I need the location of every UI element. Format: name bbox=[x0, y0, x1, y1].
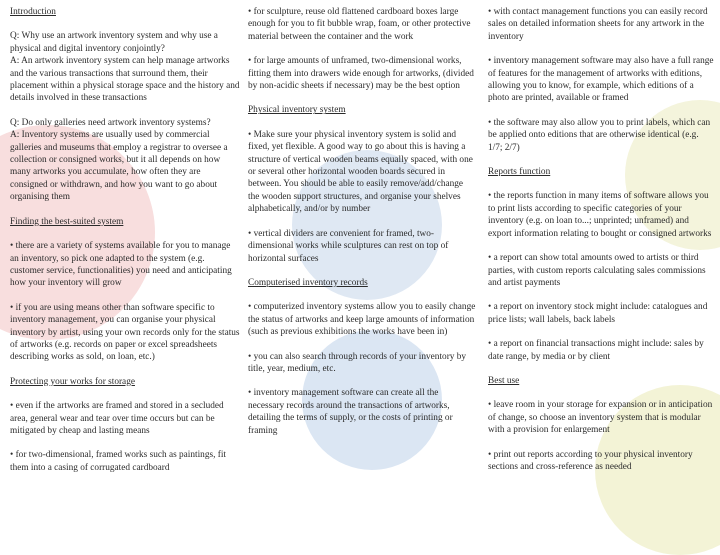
computerised-paragraph-3: • inventory management software can create all the necessary records around the transactions of artworks, detailing the terms of supply, or the costs of printing or framing bbox=[248, 388, 453, 436]
column-middle bbox=[248, 6, 476, 449]
print-labels-paragraph: • the software may also allow you to print labels, which can be applied onto editions that are otherwise identical (e.g. 1/7; 2/7) bbox=[488, 117, 711, 153]
best-use-paragraph-2: • print out reports according to your physical inventory sections and cross-reference as needed bbox=[488, 449, 693, 472]
answer-why-use: A: An artwork inventory system can help manage artworks and the various transactions that surround them, their placement within a physical storage space and the history and details involved in these transactions bbox=[10, 56, 240, 104]
reports-paragraph-4: • a report on financial transactions might include: sales by date range, by media or by client bbox=[488, 339, 704, 362]
qa-only-galleries bbox=[10, 117, 240, 204]
computerised-paragraph-2: • you can also search through records of your inventory by title, year, medium, etc. bbox=[248, 351, 467, 374]
question-why-use: Q: Why use an artwork inventory system and why use a physical and digital inventory conjointly? bbox=[10, 31, 218, 54]
column-right bbox=[488, 6, 714, 485]
physical-paragraph-1: • Make sure your physical inventory system is solid and fixed, yet flexible. A good way to go about this is having a structure of vertical wooden beams equally spaced, with one or several other horizontal wooden boards secured in between. You should be able to easily remove/add/change the wooden support structures, and organise your shelves alphabetically, and/or by number bbox=[248, 129, 473, 215]
answer-only-galleries: A: Inventory systems are usually used by commercial galleries and museums that employ a registrar to oversee a collection or consigned works, but it all depends on how many artworks you accumulate, how often they are consigned or withdrawn, and how you want to go about organising them bbox=[10, 130, 228, 203]
unframed-works-paragraph: • for large amounts of unframed, two-dimensional works, fitting them into drawers wide enough for artworks, (divided by non-acidic sheets if necessary) may be the best option bbox=[248, 56, 474, 92]
reports-paragraph-3: • a report on inventory stock might include: catalogues and price lists; wall labels, back labels bbox=[488, 302, 708, 325]
computerised-paragraph-1: • computerized inventory systems allow you to easily change the status of artworks and keep large amounts of information (such as previous exhibitions the works have been in) bbox=[248, 302, 476, 338]
sculpture-storage-paragraph: • for sculpture, reuse old flattened cardboard boxes large enough for you to fit bubble wrap, foam, or other protective material between the container and the work bbox=[248, 7, 471, 42]
introduction-heading: Introduction bbox=[10, 7, 56, 17]
best-use-paragraph-1: • leave room in your storage for expansion or in anticipation of change, so choose an inventory system that is modular with a provision for enlargement bbox=[488, 400, 713, 436]
computerised-records-heading: Computerised inventory records bbox=[248, 277, 368, 288]
reports-function-heading: Reports function bbox=[488, 167, 551, 178]
editions-paragraph: • inventory management software may also have a full range of features for the management of artworks with editions, allowing you to know, for example, which editions of a photo are printed, available or framed bbox=[488, 56, 714, 104]
protecting-works-heading: Protecting your works for storage bbox=[10, 376, 135, 387]
finding-system-heading: Finding the best-suited system bbox=[10, 216, 124, 227]
contact-management-paragraph: • with contact management functions you can easily record sales on detailed information sheets for any artwork in the inventory bbox=[488, 7, 708, 42]
best-use-heading: Best use bbox=[488, 375, 520, 386]
column-left bbox=[10, 6, 240, 486]
physical-inventory-heading: Physical inventory system bbox=[248, 105, 346, 116]
reports-paragraph-2: • a report can show total amounts owed to artists or third parties, with custom reports calculating sales commissions and artist payments bbox=[488, 253, 706, 288]
physical-paragraph-2: • vertical dividers are convenient for framed, two-dimensional works while sculptures can rest on top of horizontal surfaces bbox=[248, 228, 449, 264]
protecting-paragraph-1: • even if the artworks are framed and stored in a secluded area, general wear and tear over time occurs but can be mitigated by cheap and lasting means bbox=[10, 401, 224, 436]
question-only-galleries: Q: Do only galleries need artwork inventory systems? bbox=[10, 117, 211, 128]
reports-paragraph-1: • the reports function in many items of software allows you to print lists according to specific categories of your inventory (e.g. on loan to...; unprinted; unframed) and export information relating to bought or consigned artworks bbox=[488, 191, 712, 239]
qa-why-use bbox=[10, 30, 240, 104]
protecting-paragraph-2: • for two-dimensional, framed works such as paintings, fit them into a casing of corrugated cardboard bbox=[10, 450, 227, 473]
finding-paragraph-1: • there are a variety of systems available for you to manage an inventory, so pick one adapted to the system (e.g. customer service, functionalities) you need and anticipating how your inventory will grow bbox=[10, 241, 232, 289]
finding-paragraph-2: • if you are using means other than software specific to inventory management, you can organise your physical inventory by artist, using your own records only for the status of artworks (e.g. records on paper or excel spreadsheets describing works as sold, on loan, etc.) bbox=[10, 302, 240, 363]
